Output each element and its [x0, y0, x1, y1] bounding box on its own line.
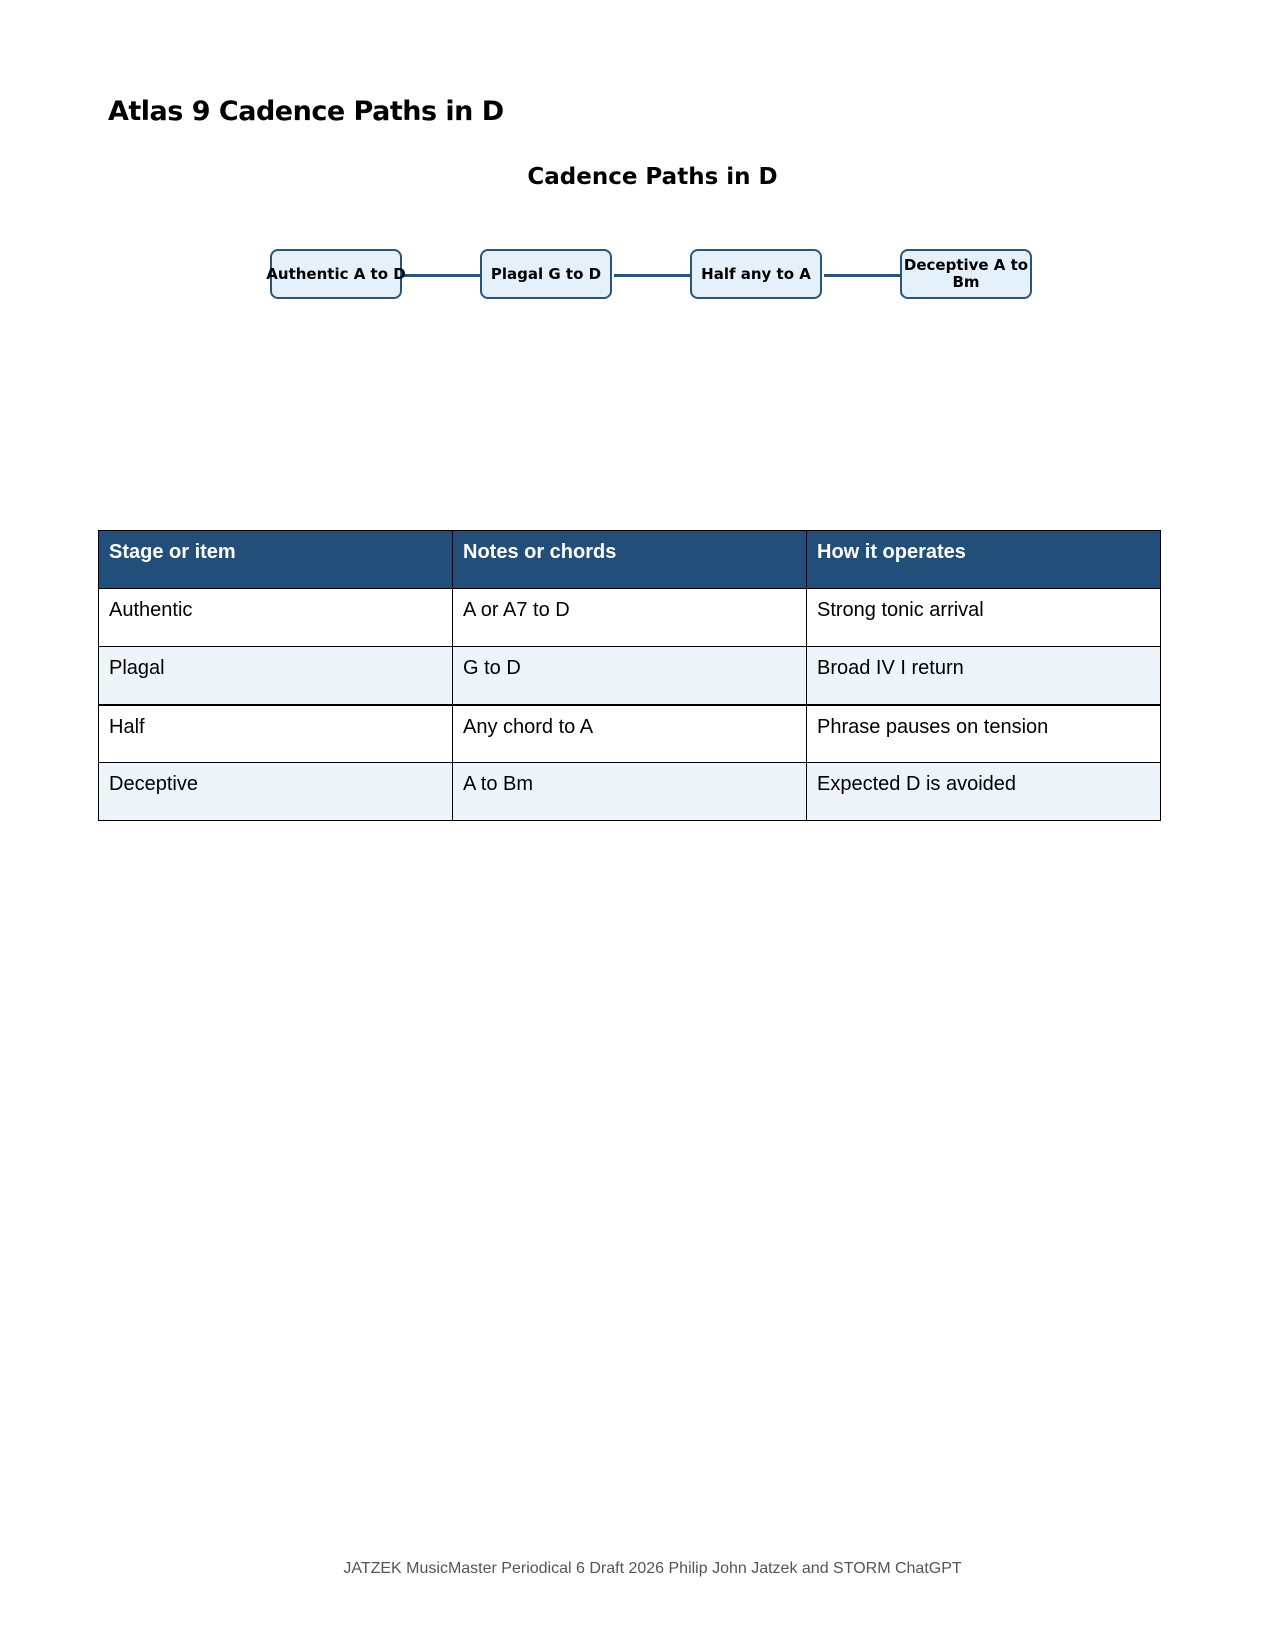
table-cell: Deceptive [99, 763, 453, 821]
table-header-row [99, 531, 1161, 589]
node-label: Authentic A to D [266, 264, 406, 283]
table-row [99, 589, 1161, 647]
table-row [99, 763, 1161, 821]
table-cell: Any chord to A [453, 705, 807, 763]
table-cell: A or A7 to D [453, 589, 807, 647]
column-header: How it operates [807, 531, 1161, 589]
table-cell: Phrase pauses on tension [807, 705, 1161, 763]
column-header: Stage or item [99, 531, 453, 589]
node-authentic [266, 249, 406, 299]
node-label: Plagal G to D [490, 264, 602, 283]
page-footer: JATZEK MusicMaster Periodical 6 Draft 2026 Philip John Jatzek and STORM ChatGPT [343, 1560, 962, 1577]
table-row [99, 647, 1161, 705]
table-cell: Half [99, 705, 453, 763]
table-cell: Expected D is avoided [807, 763, 1161, 821]
connector-line [824, 274, 904, 277]
node-half [690, 249, 822, 299]
cadence-table [98, 530, 1161, 821]
diagram-title: Cadence Paths in D [527, 164, 778, 190]
table-cell: Authentic [99, 589, 453, 647]
node-deceptive [900, 249, 1032, 299]
table-cell: G to D [453, 647, 807, 705]
table-cell: A to Bm [453, 763, 807, 821]
table-cell: Plagal [99, 647, 453, 705]
table-cell: Strong tonic arrival [807, 589, 1161, 647]
cadence-diagram [0, 150, 1275, 320]
page-title: Atlas 9 Cadence Paths in D [108, 96, 504, 127]
table-row [99, 705, 1161, 763]
node-plagal [480, 249, 612, 299]
table-cell: Broad IV I return [807, 647, 1161, 705]
node-label: Half any to A [701, 264, 811, 283]
column-header: Notes or chords [453, 531, 807, 589]
node-label: Deceptive A to Bm [903, 256, 1029, 291]
